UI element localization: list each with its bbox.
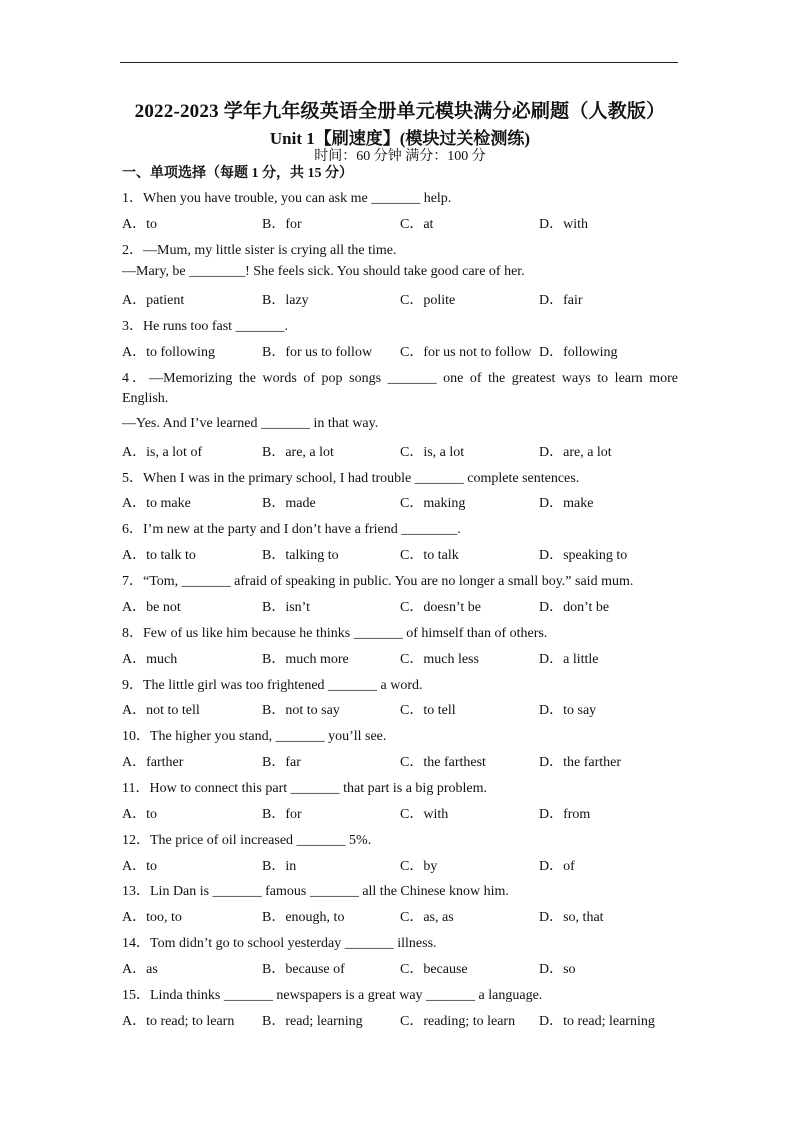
option-c: C．is, a lot bbox=[400, 445, 465, 460]
option-a: A．to talk to bbox=[122, 548, 196, 563]
option-d: D．of bbox=[539, 859, 575, 874]
option-d: D．so, that bbox=[539, 910, 604, 925]
option-c: C．making bbox=[400, 496, 466, 511]
question-options bbox=[122, 751, 682, 771]
option-d: D．so bbox=[539, 962, 576, 977]
option-d: D．following bbox=[539, 345, 618, 360]
question-options bbox=[122, 958, 682, 978]
question-options bbox=[122, 855, 682, 875]
question-stem: 9．The little girl was too frightened _______ a word. bbox=[122, 678, 423, 693]
question-options bbox=[122, 699, 682, 719]
option-a: A．to bbox=[122, 217, 157, 232]
question-stem: 7．“Tom, _______ afraid of speaking in public. You are no longer a small boy.” said mum. bbox=[122, 574, 634, 589]
option-a: A．not to tell bbox=[122, 703, 200, 718]
option-a: A．to bbox=[122, 859, 157, 874]
option-b: B．are, a lot bbox=[262, 445, 334, 460]
question-stem: 13．Lin Dan is _______ famous _______ all the Chinese know him. bbox=[122, 884, 509, 899]
option-c: C．doesn’t be bbox=[400, 600, 482, 615]
option-c: C．as, as bbox=[400, 910, 454, 925]
question-options bbox=[122, 544, 682, 564]
question-options bbox=[122, 441, 682, 461]
document-title: 2022-2023 学年九年级英语全册单元模块满分必刷题（人教版） bbox=[134, 101, 666, 122]
option-d: D．from bbox=[539, 807, 591, 822]
question-stem: 15．Linda thinks _______ newspapers is a great way _______ a language. bbox=[122, 988, 543, 1003]
question-options bbox=[122, 492, 682, 512]
option-c: C．much less bbox=[400, 652, 479, 667]
option-c: C．to tell bbox=[400, 703, 456, 718]
question-stem: 5．When I was in the primary school, I had trouble _______ complete sentences. bbox=[122, 471, 580, 486]
section-heading: 一、单项选择（每题 1 分，共 15 分） bbox=[122, 166, 353, 181]
question-stem-continued: —Yes. And I’ve learned _______ in that way. bbox=[122, 416, 379, 431]
question-stem: 4．—Memorizing the words of pop songs _______ one of the greatest ways to learn more bbox=[122, 371, 678, 386]
question-stem: 11．How to connect this part _______ that part is a big problem. bbox=[122, 781, 487, 796]
question-options bbox=[122, 596, 682, 616]
question-options bbox=[122, 213, 682, 233]
question-stem: 2．—Mum, my little sister is crying all the time. bbox=[122, 243, 397, 258]
question-options bbox=[122, 803, 682, 823]
option-d: D．are, a lot bbox=[539, 445, 612, 460]
option-d: D．to say bbox=[539, 703, 597, 718]
option-d: D．don’t be bbox=[539, 600, 610, 615]
option-b: B．because of bbox=[262, 962, 345, 977]
option-b: B．for us to follow bbox=[262, 345, 373, 360]
option-b: B．for bbox=[262, 217, 302, 232]
option-a: A．much bbox=[122, 652, 178, 667]
option-b: B．isn’t bbox=[262, 600, 310, 615]
option-d: D．make bbox=[539, 496, 594, 511]
option-c: C．for us not to follow bbox=[400, 345, 532, 360]
option-a: A．farther bbox=[122, 755, 184, 770]
question-stem: 8．Few of us like him because he thinks _______ of himself than of others. bbox=[122, 626, 548, 641]
option-a: A．too, to bbox=[122, 910, 182, 925]
option-b: B．in bbox=[262, 859, 297, 874]
option-d: D．the farther bbox=[539, 755, 622, 770]
option-c: C．with bbox=[400, 807, 449, 822]
question-stem: 10．The higher you stand, _______ you’ll see. bbox=[122, 729, 387, 744]
option-a: A．as bbox=[122, 962, 158, 977]
option-b: B．enough, to bbox=[262, 910, 345, 925]
question-options bbox=[122, 906, 682, 926]
option-d: D．fair bbox=[539, 293, 583, 308]
option-a: A．to following bbox=[122, 345, 215, 360]
option-b: B．for bbox=[262, 807, 302, 822]
option-c: C．polite bbox=[400, 293, 456, 308]
question-options bbox=[122, 1010, 682, 1030]
header-rule bbox=[120, 62, 678, 63]
question-stem-continued: English. bbox=[122, 391, 169, 406]
question-stem-continued: —Mary, be ________! She feels sick. You should take good care of her. bbox=[122, 264, 525, 279]
option-b: B．far bbox=[262, 755, 301, 770]
option-a: A．to read; to learn bbox=[122, 1014, 235, 1029]
option-b: B．lazy bbox=[262, 293, 309, 308]
option-a: A．patient bbox=[122, 293, 185, 308]
option-c: C．by bbox=[400, 859, 438, 874]
option-c: C．at bbox=[400, 217, 434, 232]
question-options bbox=[122, 648, 682, 668]
question-stem: 12．The price of oil increased _______ 5%. bbox=[122, 833, 372, 848]
question-stem: 3．He runs too fast _______. bbox=[122, 319, 289, 334]
option-a: A．be not bbox=[122, 600, 181, 615]
question-options bbox=[122, 341, 682, 361]
question-stem: 14．Tom didn’t go to school yesterday _______ illness. bbox=[122, 936, 437, 951]
option-d: D．a little bbox=[539, 652, 599, 667]
option-d: D．to read; learning bbox=[539, 1014, 655, 1029]
option-b: B．read; learning bbox=[262, 1014, 363, 1029]
option-a: A．to make bbox=[122, 496, 191, 511]
option-c: C．to talk bbox=[400, 548, 459, 563]
option-d: D．with bbox=[539, 217, 588, 232]
exam-meta: 时间：60 分钟 满分：100 分 bbox=[314, 149, 486, 164]
option-c: C．reading; to learn bbox=[400, 1014, 516, 1029]
document-subtitle: Unit 1【刷速度】(模块过关检测练) bbox=[269, 129, 531, 148]
question-stem: 6．I’m new at the party and I don’t have a friend ________. bbox=[122, 522, 461, 537]
option-b: B．much more bbox=[262, 652, 349, 667]
option-b: B．not to say bbox=[262, 703, 340, 718]
option-a: A．to bbox=[122, 807, 157, 822]
option-a: A．is, a lot of bbox=[122, 445, 203, 460]
option-d: D．speaking to bbox=[539, 548, 628, 563]
option-b: B．talking to bbox=[262, 548, 339, 563]
option-c: C．the farthest bbox=[400, 755, 486, 770]
question-options bbox=[122, 289, 682, 309]
option-c: C．because bbox=[400, 962, 468, 977]
option-b: B．made bbox=[262, 496, 316, 511]
question-stem: 1．When you have trouble, you can ask me _______ help. bbox=[122, 191, 452, 206]
